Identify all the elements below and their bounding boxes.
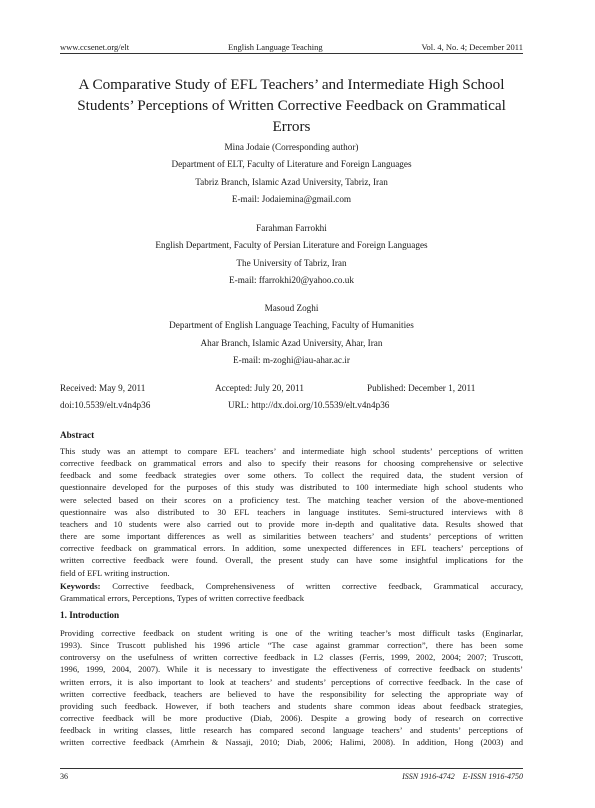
abstract-line: corrective feedback on grammatical errors and also to specify their reasons for choosing comprehensive or selective <box>60 458 523 469</box>
paper-title <box>60 74 523 137</box>
introduction-line: 1996, 1999, 2004, 2007). While it is necessary to investigate the effectiveness of corrective feedback on students’ <box>60 664 523 675</box>
introduction-line: controversy on the usefulness of written corrective feedback in L2 classes (Ferris, 1999, 2002, 2004; 2007; Truscott, <box>60 652 523 663</box>
keywords-line-1: Corrective feedback, Comprehensiveness of written corrective feedback, Grammatical accuracy, <box>112 581 523 591</box>
introduction-line: 1993). Since Truscott published his 1996 article “The case against grammar correction”, there has been some <box>60 640 523 651</box>
keywords-label: Keywords: <box>60 581 101 591</box>
author-department: English Department, Faculty of Persian Literature and Foreign Languages <box>155 240 428 251</box>
author-institution: Tabriz Branch, Islamic Azad University, Tabriz, Iran <box>195 176 388 187</box>
publication-metadata <box>60 380 523 414</box>
abstract-line: This study was an attempt to compare EFL teachers’ and intermediate high school students’ perceptions of written <box>60 446 523 456</box>
received-date: Received: May 9, 2011 <box>60 383 146 393</box>
author-institution: Ahar Branch, Islamic Azad University, Ahar, Iran <box>200 337 383 348</box>
introduction-body <box>60 627 523 749</box>
author-department: Department of English Language Teaching, Faculty of Humanities <box>169 320 414 331</box>
author-email: E-mail: ffarrokhi20@yahoo.co.uk <box>229 275 354 286</box>
author-block-1 <box>60 139 523 209</box>
author-name: Mina Jodaie (Corresponding author) <box>224 142 359 152</box>
issn: ISSN 1916-4742 <box>402 772 455 781</box>
author-name: Masoud Zoghi <box>264 303 319 313</box>
introduction-line: written errors, it is also important to look at teachers’ and students’ perceptions of corrective feedback. In the case of <box>60 676 523 687</box>
author-department: Department of ELT, Faculty of Literature and Foreign Languages <box>171 159 412 170</box>
introduction-heading: 1. Introduction <box>60 610 120 620</box>
abstract-line: questionnaire was also distributed to 30 EFL teachers in language institutes. Semi-structured interviews with 8 <box>60 506 523 517</box>
author-institution: The University of Tabriz, Iran <box>236 257 347 268</box>
introduction-line: providing such feedback. However, if both teachers and students share common ideas about feedback strategies, <box>60 700 523 711</box>
title-line-1: A Comparative Study of EFL Teachers’ and Intermediate High School <box>78 76 505 93</box>
title-line-3: Errors <box>272 118 311 135</box>
doi-url-link[interactable]: URL: http://dx.doi.org/10.5539/elt.v4n4p36 <box>228 400 390 410</box>
keywords-line-2: Grammatical errors, Perceptions, Types of written corrective feedback <box>60 593 305 604</box>
doi: doi:10.5539/elt.v4n4p36 <box>60 400 151 410</box>
introduction-line: written corrective feedback, teachers are believed to have the responsibility for selecting the appropriate way of <box>60 688 523 699</box>
journal-name: English Language Teaching <box>228 42 323 52</box>
abstract-line: corrective feedback on grammatical errors. In addition, some unexpected differences in EFL teachers’ perceptions of <box>60 543 523 554</box>
author-email: E-mail: Jodaiemina@gmail.com <box>231 194 352 205</box>
issn-info <box>402 772 523 781</box>
abstract-line: written corrective feedback were found. Overall, the present study can have some insightful implications for the <box>60 555 523 566</box>
journal-website: www.ccsenet.org/elt <box>60 42 130 52</box>
abstract-line: teachers and 10 students were also carried out to provide more in-depth and qualitative data. Results showed that <box>60 518 523 529</box>
journal-volume: Vol. 4, No. 4; December 2011 <box>421 42 523 52</box>
running-header <box>60 40 523 52</box>
abstract-line: questionnaire developed for the purposes of this study was distributed to 100 intermediate high school students who <box>60 482 523 493</box>
keywords <box>60 580 523 604</box>
abstract-line: there are some important differences as well as similarities between teachers’ and students’ perceptions of written <box>60 531 523 542</box>
running-footer <box>60 772 523 781</box>
abstract-line: feedback and some feedback strategies over some others. To collect the required data, the student version of <box>60 470 523 481</box>
introduction-line: corrective feedback will be more productive (Diab, 2006). Despite a growing body of research on corrective <box>60 713 523 724</box>
title-line-2: Students’ Perceptions of Written Corrective Feedback on Grammatical <box>77 97 506 114</box>
abstract-body <box>60 445 523 579</box>
abstract-line: were selected based on their scores on a proficiency test. The matching teacher version of the above-mentioned <box>60 494 523 505</box>
accepted-date: Accepted: July 20, 2011 <box>215 383 304 393</box>
introduction-line: feedback in writing classes, little research has compared second language teachers’ and students’ perceptions of <box>60 725 523 736</box>
header-divider <box>60 53 523 54</box>
author-email: E-mail: m-zoghi@iau-ahar.ac.ir <box>233 355 350 366</box>
page-number: 36 <box>60 772 68 781</box>
abstract-line: field of EFL writing instruction. <box>60 567 170 578</box>
introduction-line: Providing corrective feedback on student writing is one of the writing teacher’s most difficult tasks (Enginarlar, <box>60 628 523 638</box>
published-date: Published: December 1, 2011 <box>367 383 476 393</box>
footer-divider <box>60 768 523 769</box>
abstract-heading: Abstract <box>60 430 95 440</box>
author-block-3 <box>60 300 523 370</box>
eissn: E-ISSN 1916-4750 <box>462 772 523 781</box>
author-block-2 <box>60 220 523 290</box>
author-name: Farahman Farrokhi <box>256 223 327 233</box>
introduction-line: written corrective feedback (Amrhein & Nassaji, 2010; Diab, 2006; Halimi, 2008). In addition, Hong (2003) and <box>60 737 523 748</box>
